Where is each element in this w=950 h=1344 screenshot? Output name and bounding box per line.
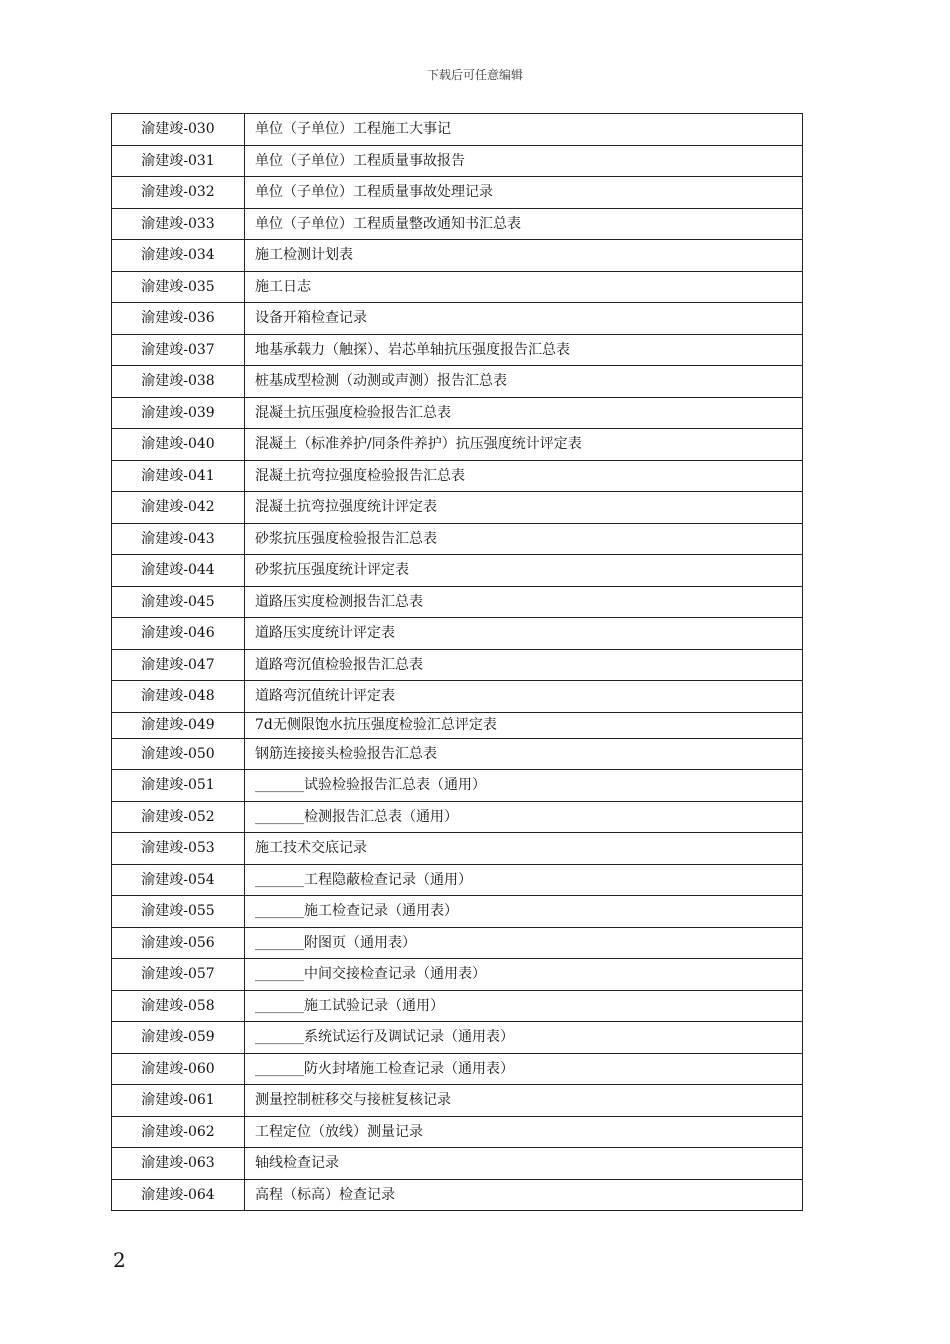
form-name-cell: 砂浆抗压强度检验报告汇总表 — [245, 523, 803, 555]
form-name-cell: 道路压实度检测报告汇总表 — [245, 586, 803, 618]
form-name-cell: 7d无侧限饱水抗压强度检验汇总评定表 — [245, 712, 803, 738]
table-row — [112, 618, 803, 650]
form-code-cell: 渝建竣-031 — [112, 145, 245, 177]
table-row — [112, 555, 803, 587]
form-name-cell: 地基承载力（触探）、岩芯单轴抗压强度报告汇总表 — [245, 334, 803, 366]
form-name-cell: 单位（子单位）工程质量事故报告 — [245, 145, 803, 177]
table-row — [112, 303, 803, 335]
form-name-cell: 钢筋连接接头检验报告汇总表 — [245, 738, 803, 770]
table-row — [112, 208, 803, 240]
table-row — [112, 864, 803, 896]
table-row — [112, 1085, 803, 1117]
form-code-cell: 渝建竣-046 — [112, 618, 245, 650]
form-code-cell: 渝建竣-041 — [112, 460, 245, 492]
form-code-cell: 渝建竣-048 — [112, 681, 245, 713]
table-row — [112, 738, 803, 770]
table-row — [112, 681, 803, 713]
form-code-cell: 渝建竣-051 — [112, 770, 245, 802]
form-code-cell: 渝建竣-047 — [112, 649, 245, 681]
form-name-cell: _______工程隐蔽检查记录（通用） — [245, 864, 803, 896]
page-header: 下载后可任意编辑 — [426, 68, 523, 82]
form-code-cell: 渝建竣-058 — [112, 990, 245, 1022]
form-name-cell: _______施工试验记录（通用） — [245, 990, 803, 1022]
table-row — [112, 460, 803, 492]
table-row — [112, 334, 803, 366]
form-name-cell: 混凝土抗弯拉强度统计评定表 — [245, 492, 803, 524]
form-code-cell: 渝建竣-033 — [112, 208, 245, 240]
document-table-body — [112, 114, 803, 1211]
form-name-cell: 工程定位（放线）测量记录 — [245, 1116, 803, 1148]
form-code-cell: 渝建竣-034 — [112, 240, 245, 272]
form-code-cell: 渝建竣-064 — [112, 1179, 245, 1211]
form-name-cell: 桩基成型检测（动测或声测）报告汇总表 — [245, 366, 803, 398]
form-name-cell: 施工技术交底记录 — [245, 833, 803, 865]
form-code-cell: 渝建竣-037 — [112, 334, 245, 366]
form-code-cell: 渝建竣-030 — [112, 114, 245, 146]
table-row — [112, 649, 803, 681]
form-code-cell: 渝建竣-062 — [112, 1116, 245, 1148]
form-name-cell: 高程（标高）检查记录 — [245, 1179, 803, 1211]
table-row — [112, 1116, 803, 1148]
form-name-cell: _______中间交接检查记录（通用表） — [245, 959, 803, 991]
table-row — [112, 1148, 803, 1180]
form-code-cell: 渝建竣-054 — [112, 864, 245, 896]
form-code-cell: 渝建竣-044 — [112, 555, 245, 587]
form-name-cell: 测量控制桩移交与接桩复核记录 — [245, 1085, 803, 1117]
form-code-cell: 渝建竣-053 — [112, 833, 245, 865]
table-row — [112, 1179, 803, 1211]
page-number: 2 — [113, 1248, 126, 1272]
form-code-cell: 渝建竣-063 — [112, 1148, 245, 1180]
form-code-cell: 渝建竣-057 — [112, 959, 245, 991]
form-name-cell: 道路弯沉值检验报告汇总表 — [245, 649, 803, 681]
form-code-cell: 渝建竣-056 — [112, 927, 245, 959]
form-name-cell: 混凝土抗弯拉强度检验报告汇总表 — [245, 460, 803, 492]
form-name-cell: _______试验检验报告汇总表（通用） — [245, 770, 803, 802]
form-name-cell: 单位（子单位）工程质量整改通知书汇总表 — [245, 208, 803, 240]
form-name-cell: 混凝土抗压强度检验报告汇总表 — [245, 397, 803, 429]
form-code-cell: 渝建竣-035 — [112, 271, 245, 303]
form-name-cell: 单位（子单位）工程施工大事记 — [245, 114, 803, 146]
table-row — [112, 770, 803, 802]
form-name-cell: 施工检测计划表 — [245, 240, 803, 272]
table-row — [112, 1053, 803, 1085]
table-row — [112, 240, 803, 272]
table-row — [112, 145, 803, 177]
form-code-cell: 渝建竣-038 — [112, 366, 245, 398]
table-row — [112, 896, 803, 928]
form-code-cell: 渝建竣-032 — [112, 177, 245, 209]
table-row — [112, 927, 803, 959]
form-name-cell: 混凝土（标准养护/同条件养护）抗压强度统计评定表 — [245, 429, 803, 461]
form-name-cell: _______附图页（通用表） — [245, 927, 803, 959]
table-row — [112, 523, 803, 555]
table-row — [112, 397, 803, 429]
form-name-cell: _______防火封堵施工检查记录（通用表） — [245, 1053, 803, 1085]
table-row — [112, 177, 803, 209]
form-code-cell: 渝建竣-061 — [112, 1085, 245, 1117]
form-code-cell: 渝建竣-049 — [112, 712, 245, 738]
form-code-cell: 渝建竣-039 — [112, 397, 245, 429]
form-name-cell: _______检测报告汇总表（通用） — [245, 801, 803, 833]
table-row — [112, 712, 803, 738]
table-row — [112, 959, 803, 991]
form-name-cell: _______系统试运行及调试记录（通用表） — [245, 1022, 803, 1054]
table-row — [112, 271, 803, 303]
table-row — [112, 429, 803, 461]
table-row — [112, 366, 803, 398]
form-name-cell: 砂浆抗压强度统计评定表 — [245, 555, 803, 587]
table-row — [112, 801, 803, 833]
form-code-cell: 渝建竣-050 — [112, 738, 245, 770]
table-row — [112, 990, 803, 1022]
table-row — [112, 492, 803, 524]
table-row — [112, 586, 803, 618]
table-row — [112, 114, 803, 146]
form-code-cell: 渝建竣-052 — [112, 801, 245, 833]
table-row — [112, 833, 803, 865]
form-name-cell: 单位（子单位）工程质量事故处理记录 — [245, 177, 803, 209]
form-code-cell: 渝建竣-036 — [112, 303, 245, 335]
form-code-cell: 渝建竣-040 — [112, 429, 245, 461]
form-name-cell: _______施工检查记录（通用表） — [245, 896, 803, 928]
form-name-cell: 轴线检查记录 — [245, 1148, 803, 1180]
form-code-cell: 渝建竣-045 — [112, 586, 245, 618]
form-name-cell: 设备开箱检查记录 — [245, 303, 803, 335]
table-row — [112, 1022, 803, 1054]
form-name-cell: 道路弯沉值统计评定表 — [245, 681, 803, 713]
document-table — [111, 113, 803, 1211]
form-code-cell: 渝建竣-059 — [112, 1022, 245, 1054]
form-code-cell: 渝建竣-055 — [112, 896, 245, 928]
form-name-cell: 施工日志 — [245, 271, 803, 303]
form-code-cell: 渝建竣-043 — [112, 523, 245, 555]
form-code-cell: 渝建竣-042 — [112, 492, 245, 524]
form-name-cell: 道路压实度统计评定表 — [245, 618, 803, 650]
form-code-cell: 渝建竣-060 — [112, 1053, 245, 1085]
